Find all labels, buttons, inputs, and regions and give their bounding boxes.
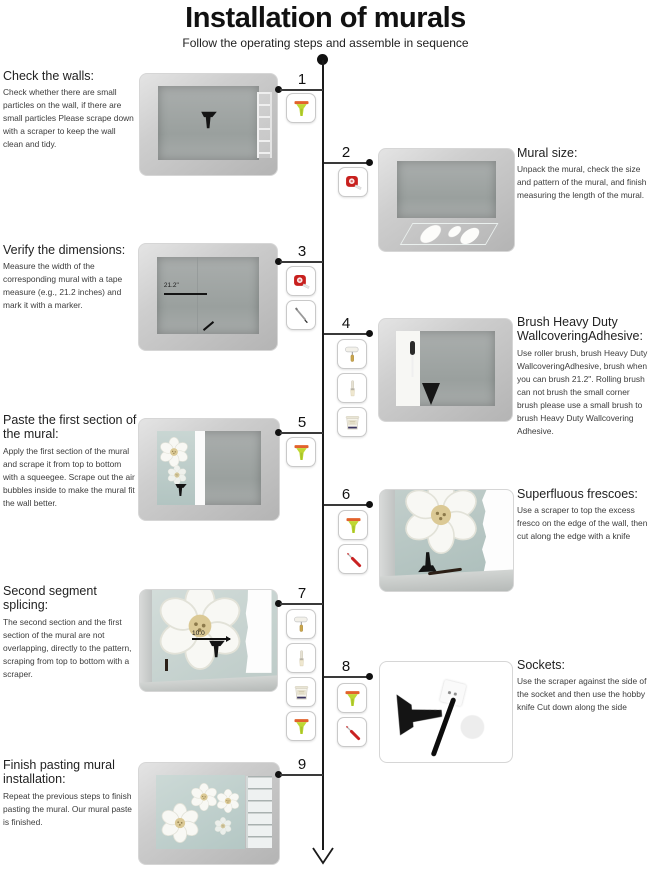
finished-mural-wall — [156, 775, 246, 849]
flower-motif — [190, 783, 218, 811]
flower-motif — [159, 437, 189, 467]
step-2-text — [517, 146, 648, 202]
step-5-title: Paste the first section of the mural: — [3, 413, 137, 442]
step-4-illustration — [378, 318, 513, 422]
step-5-connector — [280, 432, 323, 434]
step-7-number: 7 — [297, 585, 307, 602]
step-1-title: Check the walls: — [3, 69, 95, 83]
step-6-tools — [338, 510, 368, 574]
step-2-dot — [366, 159, 373, 166]
step-8-title: Sockets: — [517, 658, 565, 672]
step-3-body: Measure the width of the corresponding mural with a tape measure (e.g., 21.2 inches) and mark it with a marker. — [3, 261, 123, 311]
squeegee-icon — [337, 683, 367, 713]
step-9-title: Finish pasting mural installation: — [3, 758, 115, 787]
step-8-dot — [366, 673, 373, 680]
step-2-illustration — [378, 148, 515, 252]
ladder — [257, 92, 272, 158]
step-7-title: Second segment splicing: — [3, 584, 97, 613]
step-4-text — [517, 315, 649, 438]
step-6-connector — [324, 504, 368, 506]
step-3-illustration — [138, 243, 278, 351]
step-8-body: Use the scraper against the side of the socket and then use the hobby knife Cut down along the side — [517, 676, 647, 713]
tape-measure-icon — [338, 167, 368, 197]
unpasted-gap — [195, 431, 205, 505]
measure-label: 21.2" — [163, 281, 179, 289]
flower-motif — [402, 489, 480, 554]
step-5-tools — [286, 437, 316, 467]
step-4-number: 4 — [341, 315, 351, 332]
step-2-title: Mural size: — [517, 146, 578, 160]
small-brush-icon — [286, 643, 316, 673]
step-4-connector — [324, 333, 368, 335]
step-2-connector — [324, 162, 368, 164]
step-3-tools — [286, 266, 316, 330]
flower-motif — [214, 817, 232, 835]
tape-measure-icon — [286, 266, 316, 296]
step-1-tools — [286, 93, 316, 123]
step-3-number: 3 — [297, 243, 307, 260]
wall-edge — [140, 590, 152, 691]
step-4-dot — [366, 330, 373, 337]
knife-icon — [337, 717, 367, 747]
step-7-illustration — [139, 589, 278, 692]
step-9-text — [3, 758, 137, 829]
second-mural-section — [244, 590, 271, 673]
step-8-tools — [337, 683, 367, 747]
step-6-text — [517, 487, 648, 543]
step-2-tools — [338, 167, 368, 197]
measure-guide-line — [197, 257, 198, 334]
squeegee-silhouette-icon — [173, 482, 189, 498]
marker-icon — [286, 300, 316, 330]
step-1-body: Check whether there are small particles on the wall, if there are small particles Please scrape down with a scraper to keep the wall clean and tidy. — [3, 87, 134, 150]
step-6-number: 6 — [341, 486, 351, 503]
squeegee-icon — [286, 711, 316, 741]
step-6-title: Superfluous frescoes: — [517, 487, 638, 501]
adhesive-bucket-icon — [337, 407, 367, 437]
step-9-illustration — [138, 762, 280, 865]
knife-icon — [338, 544, 368, 574]
page-title: Installation of murals — [185, 2, 466, 34]
step-3-connector — [280, 261, 323, 263]
excess-mural-edge — [480, 490, 513, 575]
step-8-illustration — [379, 661, 513, 763]
step-6-body: Use a scraper to top the excess fresco on the edge of the wall, then cut along the edge with a knife — [517, 505, 648, 542]
window-sill — [140, 675, 277, 692]
step-5-body: Apply the first section of the mural and scrape it from top to bottom with a squeegee. Scrape out the air bubbles inside to make the mural fit the wall better. — [3, 445, 135, 508]
measurement — [164, 274, 226, 295]
roller-icon — [337, 339, 367, 369]
room-back-wall — [397, 161, 497, 218]
step-4-body: Use roller brush, brush Heavy Duty WallcoveringAdhesive, brush when you can brush 21.2". Rolling brush can not brush the small corner brush please use a small brush to brush Heavy Duty Wallcovering Adhesive. — [517, 347, 648, 436]
step-1-number: 1 — [297, 71, 307, 88]
step-8-connector — [324, 676, 368, 678]
step-1-text — [3, 69, 136, 151]
squeegee-icon — [338, 510, 368, 540]
marker-mark — [165, 659, 168, 671]
step-5-illustration — [138, 418, 280, 521]
step-7-text — [3, 584, 139, 681]
room-back-wall — [157, 257, 259, 334]
measure-label: 10.0 — [192, 630, 205, 638]
timeline-line — [322, 60, 324, 850]
window-grid — [246, 776, 272, 848]
small-brush-icon — [337, 373, 367, 403]
measure-line — [164, 293, 207, 295]
step-9-number: 9 — [297, 756, 307, 773]
step-9-connector — [280, 774, 323, 776]
adhesive-bucket-icon — [286, 677, 316, 707]
squeegee-silhouette-icon — [206, 638, 228, 660]
step-8-number: 8 — [341, 658, 351, 675]
step-4-title: Brush Heavy Duty WallcoveringAdhesive: — [517, 315, 643, 344]
step-5-text — [3, 413, 137, 510]
adhesive-bucket-silhouette — [422, 383, 440, 405]
step-1-illustration — [139, 73, 278, 176]
scraper-silhouette-icon — [198, 109, 220, 131]
roller-silhouette-icon — [408, 339, 426, 379]
step-7-tools — [286, 609, 316, 741]
page-subtitle: Follow the operating steps and assemble in sequence — [182, 36, 469, 50]
step-7-body: The second section and the first section of the mural are not overlapping, directly to the pattern, scraping from top to bottom with a scraper. — [3, 616, 132, 679]
step-8-text — [517, 658, 648, 714]
mural-on-floor — [400, 223, 499, 245]
step-9-body: Repeat the previous steps to finish pasting the mural. Our mural paste is finished. — [3, 790, 132, 827]
step-6-illustration — [379, 489, 514, 592]
step-1-connector — [280, 89, 323, 91]
step-5-number: 5 — [297, 414, 307, 431]
squeegee-icon — [286, 437, 316, 467]
step-2-body: Unpack the mural, check the size and pattern of the mural, and finish measuring the length of the mural. — [517, 164, 647, 201]
flower-motif — [216, 789, 240, 813]
roller-icon — [286, 609, 316, 639]
step-4-tools — [337, 339, 367, 437]
step-6-dot — [366, 501, 373, 508]
squeegee-icon — [286, 93, 316, 123]
step-7-connector — [280, 603, 323, 605]
timeline-arrow-icon — [311, 846, 335, 866]
step-2-number: 2 — [341, 144, 351, 161]
step-3-title: Verify the dimensions: — [3, 243, 126, 257]
step-3-text — [3, 243, 139, 312]
